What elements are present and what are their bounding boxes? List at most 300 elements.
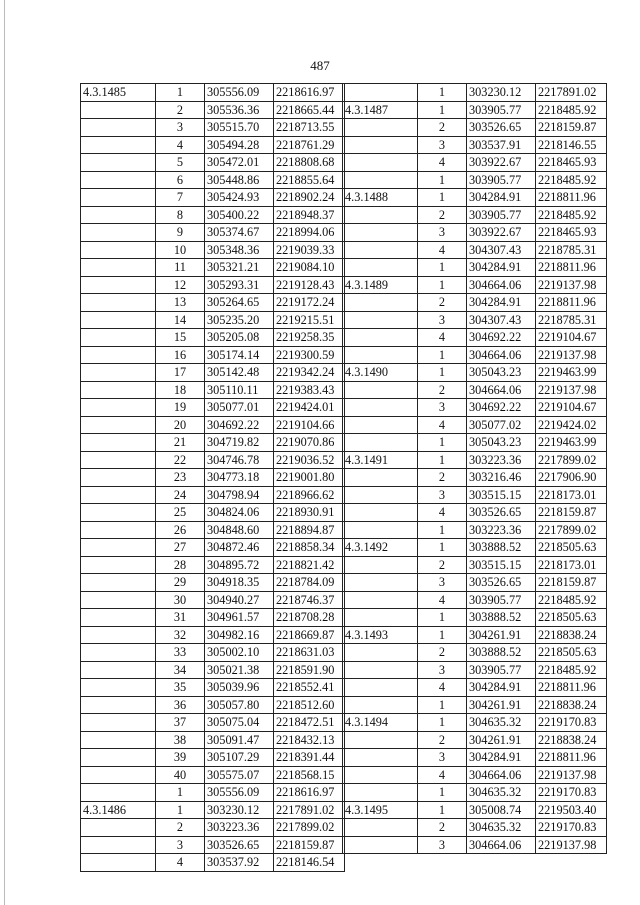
point-number-cell: 22: [156, 451, 205, 469]
table-row: [81, 556, 345, 574]
y-coordinate-cell: 2219258.35: [274, 329, 345, 347]
x-coordinate-cell: 304284.91: [467, 189, 536, 207]
parcel-id-cell: [343, 574, 418, 592]
y-coordinate-cell: 2219137.98: [536, 276, 607, 294]
parcel-id-cell: [81, 504, 156, 522]
table-row: [343, 154, 607, 172]
table-row: [343, 661, 607, 679]
table-row: [343, 311, 607, 329]
point-number-cell: 21: [156, 434, 205, 452]
x-coordinate-cell: 305008.74: [467, 801, 536, 819]
parcel-id-cell: [81, 819, 156, 837]
table-row: [343, 819, 607, 837]
table-row: [343, 381, 607, 399]
parcel-id-cell: [81, 469, 156, 487]
point-number-cell: 40: [156, 766, 205, 784]
table-row: [81, 714, 345, 732]
y-coordinate-cell: 2219128.43: [274, 276, 345, 294]
x-coordinate-cell: 305077.02: [467, 416, 536, 434]
table-row: [343, 486, 607, 504]
y-coordinate-cell: 2218505.63: [536, 609, 607, 627]
point-number-cell: 1: [418, 801, 467, 819]
y-coordinate-cell: 2218616.97: [274, 784, 345, 802]
point-number-cell: 13: [156, 294, 205, 312]
parcel-id-cell: [81, 329, 156, 347]
table-row: [343, 836, 607, 854]
parcel-id-cell: [343, 819, 418, 837]
y-coordinate-cell: 2218391.44: [274, 749, 345, 767]
parcel-id-cell: 4.3.1491: [343, 451, 418, 469]
y-coordinate-cell: 2218505.63: [536, 539, 607, 557]
x-coordinate-cell: 303223.36: [467, 521, 536, 539]
table-row: [81, 84, 345, 102]
point-number-cell: 4: [418, 154, 467, 172]
x-coordinate-cell: 304284.91: [467, 679, 536, 697]
table-row: [343, 276, 607, 294]
point-number-cell: 4: [418, 679, 467, 697]
x-coordinate-cell: 304307.43: [467, 311, 536, 329]
x-coordinate-cell: 305142.48: [205, 364, 274, 382]
x-coordinate-cell: 304940.27: [205, 591, 274, 609]
point-number-cell: 1: [418, 171, 467, 189]
x-coordinate-cell: 305264.65: [205, 294, 274, 312]
table-row: [81, 381, 345, 399]
table-row: [81, 819, 345, 837]
point-number-cell: 28: [156, 556, 205, 574]
point-number-cell: 30: [156, 591, 205, 609]
point-number-cell: 12: [156, 276, 205, 294]
x-coordinate-cell: 303230.12: [205, 801, 274, 819]
table-row: [81, 504, 345, 522]
table-row: [81, 189, 345, 207]
table-row: [81, 574, 345, 592]
y-coordinate-cell: 2219137.98: [536, 346, 607, 364]
x-coordinate-cell: 304635.32: [467, 714, 536, 732]
y-coordinate-cell: 2218811.96: [536, 749, 607, 767]
y-coordinate-cell: 2218669.87: [274, 626, 345, 644]
x-coordinate-cell: 305448.86: [205, 171, 274, 189]
parcel-id-cell: [343, 784, 418, 802]
parcel-id-cell: [343, 294, 418, 312]
parcel-id-cell: [81, 276, 156, 294]
parcel-id-cell: 4.3.1495: [343, 801, 418, 819]
x-coordinate-cell: 303526.65: [467, 119, 536, 137]
x-coordinate-cell: 305002.10: [205, 644, 274, 662]
parcel-id-cell: [81, 591, 156, 609]
table-row: [81, 749, 345, 767]
x-coordinate-cell: 303905.77: [467, 591, 536, 609]
table-row: [343, 714, 607, 732]
x-coordinate-cell: 304664.06: [467, 381, 536, 399]
point-number-cell: 17: [156, 364, 205, 382]
point-number-cell: 35: [156, 679, 205, 697]
scan-edge-line: [4, 0, 5, 905]
y-coordinate-cell: 2218811.96: [536, 679, 607, 697]
x-coordinate-cell: 305515.70: [205, 119, 274, 137]
parcel-id-cell: [343, 399, 418, 417]
x-coordinate-cell: 305556.09: [205, 84, 274, 102]
table-row: [343, 434, 607, 452]
table-row: [81, 679, 345, 697]
y-coordinate-cell: 2218821.42: [274, 556, 345, 574]
y-coordinate-cell: 2217899.02: [274, 819, 345, 837]
parcel-id-cell: [81, 836, 156, 854]
x-coordinate-cell: 305424.93: [205, 189, 274, 207]
y-coordinate-cell: 2217906.90: [536, 469, 607, 487]
table-row: [343, 206, 607, 224]
point-number-cell: 1: [156, 801, 205, 819]
point-number-cell: 4: [418, 766, 467, 784]
table-row: [81, 801, 345, 819]
point-number-cell: 1: [156, 84, 205, 102]
y-coordinate-cell: 2218159.87: [274, 836, 345, 854]
point-number-cell: 26: [156, 521, 205, 539]
parcel-id-cell: [343, 206, 418, 224]
x-coordinate-cell: 304664.06: [467, 836, 536, 854]
y-coordinate-cell: 2219215.51: [274, 311, 345, 329]
x-coordinate-cell: 304261.91: [467, 696, 536, 714]
table-row: [81, 626, 345, 644]
parcel-id-cell: [343, 504, 418, 522]
table-row: [343, 364, 607, 382]
y-coordinate-cell: 2219463.99: [536, 434, 607, 452]
parcel-id-cell: [81, 101, 156, 119]
point-number-cell: 29: [156, 574, 205, 592]
y-coordinate-cell: 2219104.66: [274, 416, 345, 434]
point-number-cell: 11: [156, 259, 205, 277]
parcel-id-cell: [81, 854, 156, 872]
point-number-cell: 3: [418, 574, 467, 592]
parcel-id-cell: [81, 574, 156, 592]
table-row: [81, 346, 345, 364]
y-coordinate-cell: 2218894.87: [274, 521, 345, 539]
parcel-id-cell: [81, 679, 156, 697]
y-coordinate-cell: 2218708.28: [274, 609, 345, 627]
parcel-id-cell: [81, 731, 156, 749]
y-coordinate-cell: 2218173.01: [536, 486, 607, 504]
table-row: [343, 399, 607, 417]
point-number-cell: 4: [418, 504, 467, 522]
x-coordinate-cell: 303537.91: [467, 136, 536, 154]
x-coordinate-cell: 303230.12: [467, 84, 536, 102]
parcel-id-cell: [81, 696, 156, 714]
parcel-id-cell: 4.3.1490: [343, 364, 418, 382]
x-coordinate-cell: 305091.47: [205, 731, 274, 749]
point-number-cell: 1: [418, 434, 467, 452]
table-row: [81, 469, 345, 487]
table-row: [81, 364, 345, 382]
x-coordinate-cell: 304824.06: [205, 504, 274, 522]
y-coordinate-cell: 2218465.93: [536, 224, 607, 242]
parcel-id-cell: 4.3.1488: [343, 189, 418, 207]
y-coordinate-cell: 2217899.02: [536, 451, 607, 469]
parcel-id-cell: [81, 189, 156, 207]
x-coordinate-cell: 305400.22: [205, 206, 274, 224]
parcel-id-cell: [343, 609, 418, 627]
point-number-cell: 27: [156, 539, 205, 557]
table-row: [81, 416, 345, 434]
y-coordinate-cell: 2218552.41: [274, 679, 345, 697]
point-number-cell: 4: [418, 241, 467, 259]
y-coordinate-cell: 2219070.86: [274, 434, 345, 452]
point-number-cell: 1: [156, 784, 205, 802]
y-coordinate-cell: 2218858.34: [274, 539, 345, 557]
y-coordinate-cell: 2218568.15: [274, 766, 345, 784]
y-coordinate-cell: 2218811.96: [536, 294, 607, 312]
x-coordinate-cell: 303216.46: [467, 469, 536, 487]
point-number-cell: 1: [418, 784, 467, 802]
point-number-cell: 3: [418, 661, 467, 679]
y-coordinate-cell: 2219137.98: [536, 381, 607, 399]
y-coordinate-cell: 2218591.90: [274, 661, 345, 679]
x-coordinate-cell: 305039.96: [205, 679, 274, 697]
parcel-id-cell: [343, 679, 418, 697]
table-row: [81, 241, 345, 259]
x-coordinate-cell: 304773.18: [205, 469, 274, 487]
parcel-id-cell: [343, 661, 418, 679]
x-coordinate-cell: 305077.01: [205, 399, 274, 417]
parcel-id-cell: 4.3.1489: [343, 276, 418, 294]
table-row: [343, 504, 607, 522]
point-number-cell: 1: [418, 346, 467, 364]
table-row: [81, 766, 345, 784]
table-row: [343, 451, 607, 469]
parcel-id-cell: [343, 644, 418, 662]
point-number-cell: 1: [418, 521, 467, 539]
y-coordinate-cell: 2218485.92: [536, 661, 607, 679]
y-coordinate-cell: 2219424.01: [274, 399, 345, 417]
x-coordinate-cell: 304719.82: [205, 434, 274, 452]
x-coordinate-cell: 303888.52: [467, 539, 536, 557]
x-coordinate-cell: 305556.09: [205, 784, 274, 802]
x-coordinate-cell: 305057.80: [205, 696, 274, 714]
point-number-cell: 3: [156, 119, 205, 137]
y-coordinate-cell: 2218485.92: [536, 101, 607, 119]
x-coordinate-cell: 303888.52: [467, 644, 536, 662]
x-coordinate-cell: 303526.65: [467, 504, 536, 522]
table-row: [343, 801, 607, 819]
table-row: [343, 189, 607, 207]
x-coordinate-cell: 305235.20: [205, 311, 274, 329]
y-coordinate-cell: 2219036.52: [274, 451, 345, 469]
parcel-id-cell: [81, 364, 156, 382]
parcel-id-cell: [81, 171, 156, 189]
table-row: [81, 276, 345, 294]
table-row: [343, 84, 607, 102]
x-coordinate-cell: 305472.01: [205, 154, 274, 172]
point-number-cell: 39: [156, 749, 205, 767]
point-number-cell: 36: [156, 696, 205, 714]
point-number-cell: 14: [156, 311, 205, 329]
y-coordinate-cell: 2219084.10: [274, 259, 345, 277]
x-coordinate-cell: 303888.52: [467, 609, 536, 627]
point-number-cell: 20: [156, 416, 205, 434]
parcel-id-cell: [343, 224, 418, 242]
table-row: [343, 731, 607, 749]
x-coordinate-cell: 305043.23: [467, 434, 536, 452]
y-coordinate-cell: 2219424.02: [536, 416, 607, 434]
x-coordinate-cell: 304307.43: [467, 241, 536, 259]
table-row: [81, 731, 345, 749]
parcel-id-cell: [81, 399, 156, 417]
parcel-id-cell: [343, 154, 418, 172]
parcel-id-cell: [343, 731, 418, 749]
y-coordinate-cell: 2218930.91: [274, 504, 345, 522]
parcel-id-cell: [81, 294, 156, 312]
y-coordinate-cell: 2218902.24: [274, 189, 345, 207]
x-coordinate-cell: 305321.21: [205, 259, 274, 277]
y-coordinate-cell: 2218159.87: [536, 504, 607, 522]
point-number-cell: 3: [418, 311, 467, 329]
table-row: [81, 206, 345, 224]
y-coordinate-cell: 2218855.64: [274, 171, 345, 189]
table-row: [343, 136, 607, 154]
point-number-cell: 2: [418, 644, 467, 662]
x-coordinate-cell: 305536.36: [205, 101, 274, 119]
x-coordinate-cell: 303223.36: [467, 451, 536, 469]
table-row: [343, 766, 607, 784]
y-coordinate-cell: 2218159.87: [536, 119, 607, 137]
table-row: [343, 294, 607, 312]
parcel-id-cell: [343, 469, 418, 487]
parcel-id-cell: [343, 119, 418, 137]
y-coordinate-cell: 2219039.33: [274, 241, 345, 259]
x-coordinate-cell: 305107.29: [205, 749, 274, 767]
point-number-cell: 16: [156, 346, 205, 364]
y-coordinate-cell: 2219503.40: [536, 801, 607, 819]
table-row: [343, 521, 607, 539]
table-row: [343, 784, 607, 802]
point-number-cell: 1: [418, 696, 467, 714]
table-row: [343, 119, 607, 137]
parcel-id-cell: [343, 749, 418, 767]
y-coordinate-cell: 2218432.13: [274, 731, 345, 749]
point-number-cell: 4: [156, 136, 205, 154]
x-coordinate-cell: 303515.15: [467, 556, 536, 574]
parcel-id-cell: [343, 434, 418, 452]
table-row: [81, 609, 345, 627]
y-coordinate-cell: 2219001.80: [274, 469, 345, 487]
point-number-cell: 1: [418, 364, 467, 382]
parcel-id-cell: [81, 749, 156, 767]
point-number-cell: 1: [418, 626, 467, 644]
x-coordinate-cell: 305374.67: [205, 224, 274, 242]
x-coordinate-cell: 304872.46: [205, 539, 274, 557]
x-coordinate-cell: 303922.67: [467, 224, 536, 242]
parcel-id-cell: [81, 661, 156, 679]
x-coordinate-cell: 303905.77: [467, 206, 536, 224]
y-coordinate-cell: 2218173.01: [536, 556, 607, 574]
parcel-id-cell: [81, 224, 156, 242]
point-number-cell: 18: [156, 381, 205, 399]
y-coordinate-cell: 2218811.96: [536, 189, 607, 207]
parcel-id-cell: [81, 206, 156, 224]
table-row: [81, 224, 345, 242]
y-coordinate-cell: 2218784.09: [274, 574, 345, 592]
y-coordinate-cell: 2218713.55: [274, 119, 345, 137]
point-number-cell: 2: [156, 101, 205, 119]
parcel-id-cell: [81, 644, 156, 662]
parcel-id-cell: [343, 556, 418, 574]
y-coordinate-cell: 2217891.02: [536, 84, 607, 102]
y-coordinate-cell: 2219170.83: [536, 819, 607, 837]
table-row: [81, 451, 345, 469]
point-number-cell: 1: [418, 189, 467, 207]
parcel-id-cell: [81, 416, 156, 434]
x-coordinate-cell: 304284.91: [467, 259, 536, 277]
y-coordinate-cell: 2219172.24: [274, 294, 345, 312]
parcel-id-cell: [81, 241, 156, 259]
point-number-cell: 1: [418, 609, 467, 627]
point-number-cell: 9: [156, 224, 205, 242]
parcel-id-cell: [81, 521, 156, 539]
point-number-cell: 23: [156, 469, 205, 487]
x-coordinate-cell: 303526.65: [467, 574, 536, 592]
x-coordinate-cell: 303905.77: [467, 661, 536, 679]
x-coordinate-cell: 304746.78: [205, 451, 274, 469]
parcel-id-cell: 4.3.1493: [343, 626, 418, 644]
y-coordinate-cell: 2218994.06: [274, 224, 345, 242]
x-coordinate-cell: 304895.72: [205, 556, 274, 574]
parcel-id-cell: [343, 381, 418, 399]
y-coordinate-cell: 2217899.02: [536, 521, 607, 539]
point-number-cell: 5: [156, 154, 205, 172]
parcel-id-cell: [81, 311, 156, 329]
parcel-id-cell: [81, 766, 156, 784]
parcel-id-cell: [343, 329, 418, 347]
table-row: [81, 399, 345, 417]
table-row: [343, 609, 607, 627]
point-number-cell: 10: [156, 241, 205, 259]
point-number-cell: 2: [418, 294, 467, 312]
parcel-id-cell: [81, 346, 156, 364]
point-number-cell: 4: [418, 329, 467, 347]
table-row: [81, 539, 345, 557]
x-coordinate-cell: 304664.06: [467, 346, 536, 364]
y-coordinate-cell: 2219137.98: [536, 766, 607, 784]
point-number-cell: 32: [156, 626, 205, 644]
y-coordinate-cell: 2219463.99: [536, 364, 607, 382]
y-coordinate-cell: 2218811.96: [536, 259, 607, 277]
point-number-cell: 3: [418, 486, 467, 504]
parcel-id-cell: [81, 556, 156, 574]
y-coordinate-cell: 2218808.68: [274, 154, 345, 172]
parcel-id-cell: [81, 259, 156, 277]
x-coordinate-cell: 304918.35: [205, 574, 274, 592]
point-number-cell: 2: [418, 119, 467, 137]
parcel-id-cell: [343, 836, 418, 854]
point-number-cell: 1: [418, 259, 467, 277]
parcel-id-cell: [81, 136, 156, 154]
x-coordinate-cell: 304848.60: [205, 521, 274, 539]
x-coordinate-cell: 304261.91: [467, 731, 536, 749]
parcel-id-cell: [343, 416, 418, 434]
point-number-cell: 4: [418, 416, 467, 434]
x-coordinate-cell: 305043.23: [467, 364, 536, 382]
y-coordinate-cell: 2219104.67: [536, 329, 607, 347]
parcel-id-cell: [343, 521, 418, 539]
parcel-id-cell: 4.3.1486: [81, 801, 156, 819]
point-number-cell: 3: [418, 224, 467, 242]
x-coordinate-cell: 304284.91: [467, 294, 536, 312]
parcel-id-cell: [343, 696, 418, 714]
table-row: [343, 329, 607, 347]
point-number-cell: 2: [418, 819, 467, 837]
point-number-cell: 38: [156, 731, 205, 749]
table-row: [343, 749, 607, 767]
parcel-id-cell: [81, 119, 156, 137]
parcel-id-cell: [81, 714, 156, 732]
